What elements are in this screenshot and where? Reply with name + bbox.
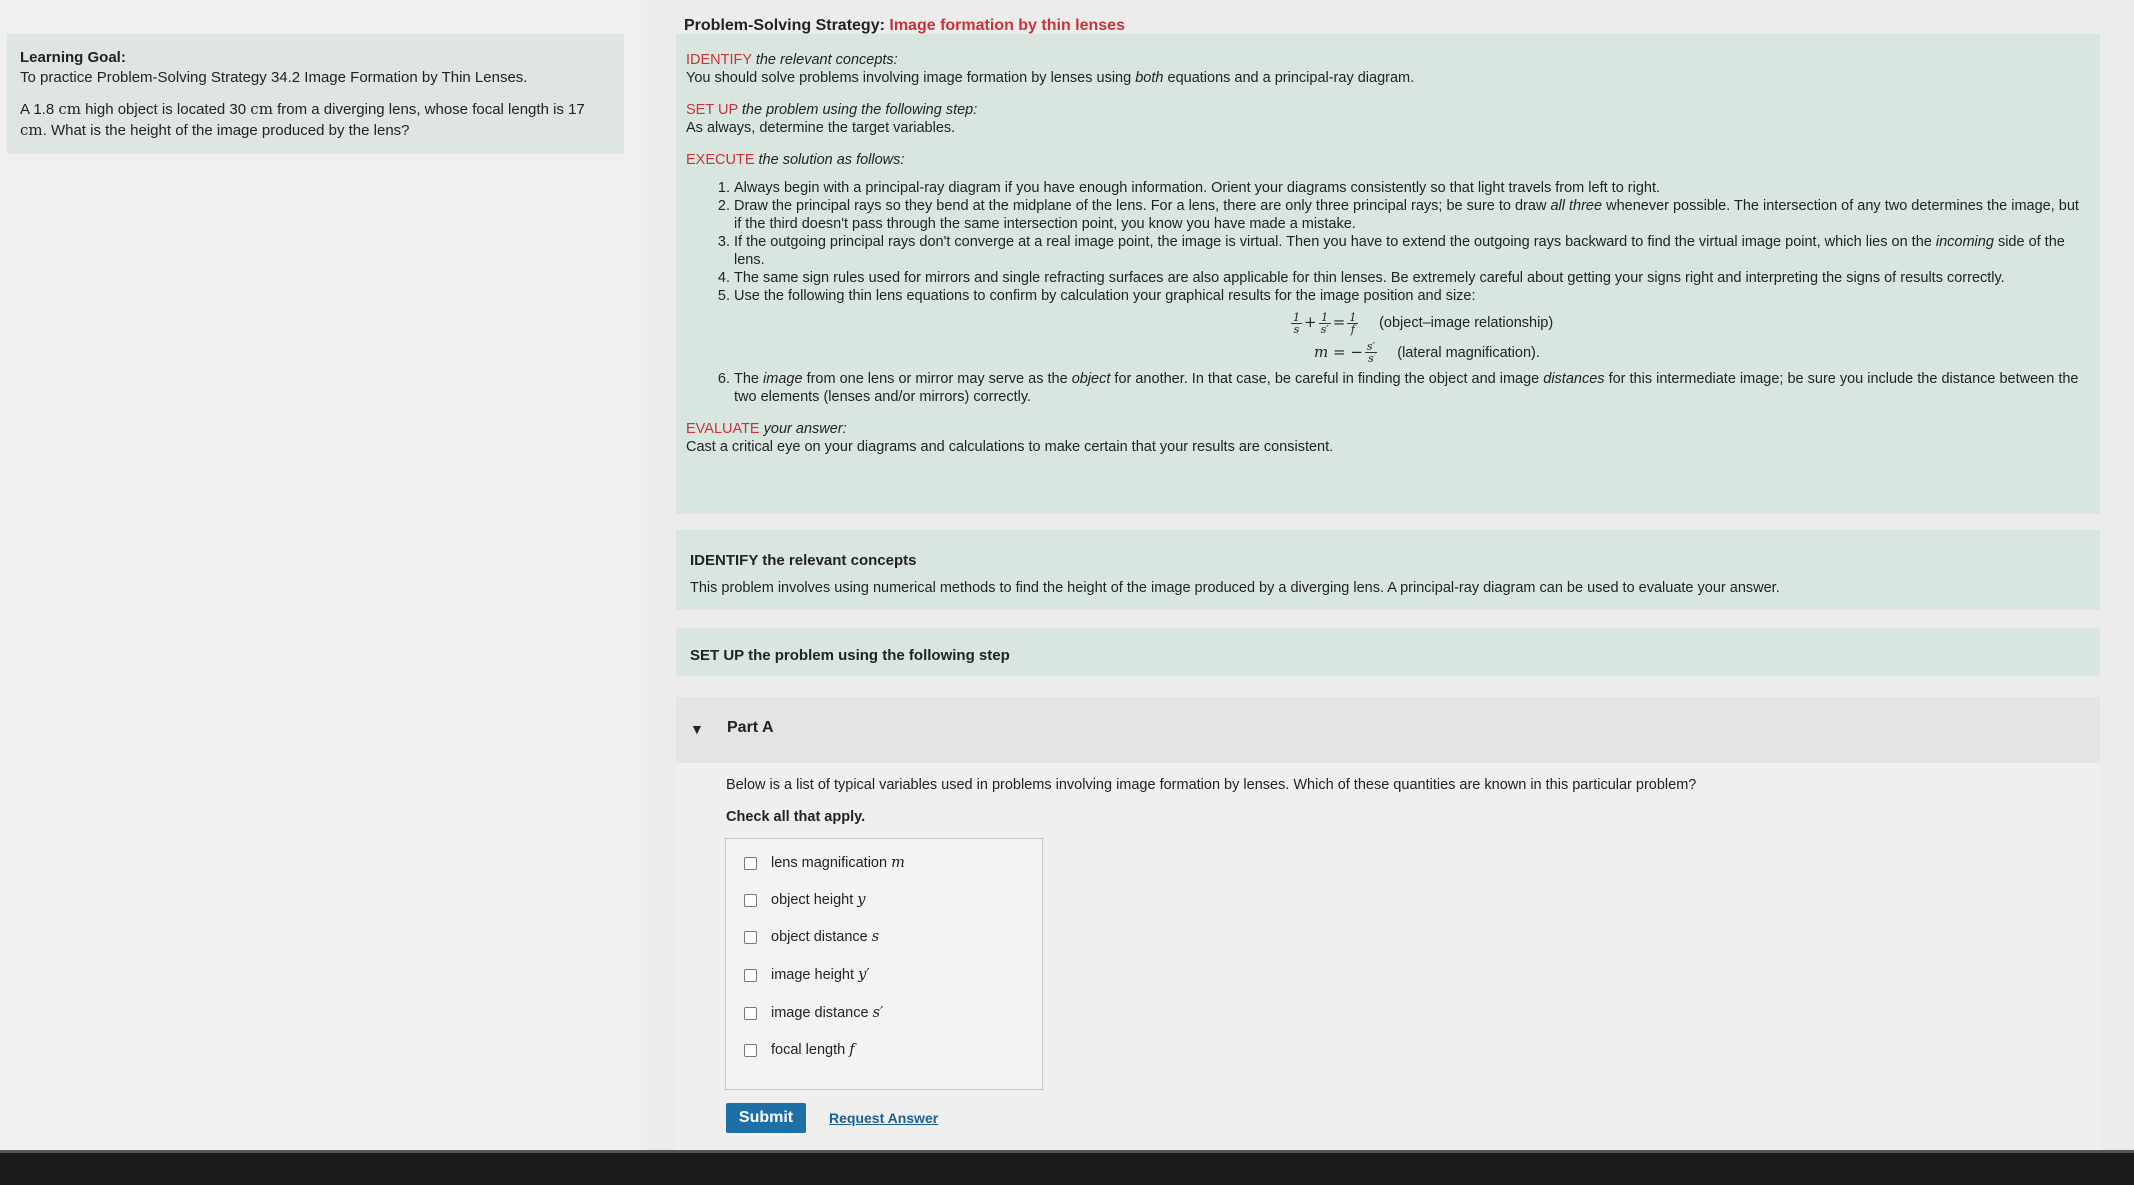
problem-part: A 1.8 bbox=[20, 101, 55, 118]
text-part: The bbox=[734, 371, 759, 387]
execute-steps-list bbox=[686, 179, 2090, 406]
identify-keyword: IDENTIFY bbox=[686, 52, 752, 68]
strategy-box bbox=[676, 34, 2100, 514]
learning-goal-box bbox=[7, 34, 624, 154]
equation-note: (lateral magnification). bbox=[1397, 344, 1540, 361]
checkbox[interactable] bbox=[744, 931, 757, 944]
equation-note: (object–image relationship) bbox=[1379, 315, 1554, 331]
execute-step bbox=[734, 197, 2090, 233]
option-object-height[interactable] bbox=[744, 892, 865, 908]
learning-goal-text: To practice Problem-Solving Strategy 34.2 Image Formation by Thin Lenses. bbox=[20, 69, 528, 86]
part-a-body bbox=[676, 763, 2100, 1150]
execute-heading-rest: the solution as follows: bbox=[758, 152, 905, 168]
part-a-header[interactable] bbox=[676, 697, 2100, 763]
text-part: side of the lens. bbox=[734, 234, 2065, 268]
submit-button[interactable]: Submit bbox=[726, 1103, 806, 1133]
strategy-title bbox=[684, 17, 1125, 35]
problem-part: 17 bbox=[568, 101, 585, 118]
execute-step: 4. The same sign rules used for mirrors and single refracting surfaces are also applicable for thin lenses. Be extremely careful about getting your signs right and interpreting the signs of results correctly. bbox=[734, 269, 2090, 287]
checkbox[interactable] bbox=[744, 894, 757, 907]
bezel-edge bbox=[0, 1150, 2134, 1153]
checkbox[interactable] bbox=[744, 1007, 757, 1020]
text-part: image bbox=[763, 371, 803, 387]
checkbox[interactable] bbox=[744, 969, 757, 982]
checkbox[interactable] bbox=[744, 857, 757, 870]
request-answer-link[interactable]: Request Answer bbox=[829, 1110, 939, 1126]
text-part: whenever possible. The intersection of any two determines the image, but if the third doesn't pass through the same intersection point, you know you have made a mistake. bbox=[734, 198, 2079, 232]
option-focal-length[interactable] bbox=[744, 1042, 855, 1058]
execute-heading bbox=[686, 151, 2090, 169]
strategy-title-prefix: Problem-Solving Strategy: bbox=[684, 17, 885, 34]
option-symbol: s′ bbox=[872, 1005, 884, 1021]
problem-part: . What is the height of the image produced by the lens? bbox=[42, 122, 410, 139]
execute-step bbox=[734, 287, 2090, 364]
strategy-execute bbox=[686, 151, 2090, 406]
strategy-evaluate bbox=[686, 420, 2090, 456]
execute-step: 1. Always begin with a principal-ray diagram if you have enough information. Orient your diagrams consistently so that light travels from left to right. bbox=[734, 179, 2090, 197]
setup-text: As always, determine the target variables. bbox=[686, 120, 956, 136]
setup-heading bbox=[686, 101, 2090, 119]
option-label: object distance bbox=[771, 929, 868, 945]
execute-step bbox=[734, 370, 2090, 406]
option-image-height[interactable] bbox=[744, 967, 870, 983]
option-symbol: m bbox=[891, 855, 905, 871]
text-part: for another. In that case, be careful in finding the object and image bbox=[1114, 371, 1540, 387]
option-lens-magnification[interactable] bbox=[744, 855, 905, 871]
check-all-instruction: Check all that apply. bbox=[726, 809, 866, 825]
evaluate-heading bbox=[686, 420, 2090, 438]
identify-section-text: This problem involves using numerical methods to find the height of the image produced by a diverging lens. A principal-ray diagram can be used to evaluate your answer. bbox=[690, 580, 1780, 596]
problem-statement bbox=[20, 99, 611, 141]
text-part: incoming bbox=[1935, 234, 1994, 250]
text-part: object bbox=[1071, 371, 1111, 387]
evaluate-text: Cast a critical eye on your diagrams and calculations to make certain that your results are consistent. bbox=[686, 439, 1334, 455]
text-part: all three bbox=[1550, 198, 1603, 214]
text-part: You should solve problems involving image formation by lenses using bbox=[686, 70, 1132, 86]
unit-cm: cm bbox=[20, 121, 43, 139]
identify-text bbox=[686, 69, 2090, 87]
thin-lens-equation: $\frac{1}{s}$ + $\frac{1}{s'}$ = $\frac{1}{f}$ (object–image relationship) bbox=[1293, 310, 1554, 336]
main-column bbox=[648, 0, 2134, 1150]
text-part: equations and a principal-ray diagram. bbox=[1167, 70, 1415, 86]
option-label: focal length bbox=[771, 1042, 846, 1058]
left-column bbox=[0, 0, 640, 1150]
identify-section bbox=[676, 530, 2100, 610]
strategy-identify bbox=[686, 51, 2090, 87]
option-symbol: f bbox=[849, 1042, 855, 1058]
setup-keyword: SET UP bbox=[686, 102, 738, 118]
text-part: If the outgoing principal rays don't converge at a real image point, the image is virtual. Then you have to extend the outgoing rays backward to find the virtual image point, which lies on the bbox=[734, 234, 1932, 250]
identify-heading-rest: the relevant concepts: bbox=[755, 52, 898, 68]
checkbox[interactable] bbox=[744, 1044, 757, 1057]
strategy-title-topic: Image formation by thin lenses bbox=[889, 17, 1125, 34]
option-image-distance[interactable] bbox=[744, 1005, 883, 1021]
option-symbol: s bbox=[871, 929, 880, 945]
problem-part: high object is located 30 bbox=[85, 101, 247, 118]
options-box bbox=[725, 838, 1043, 1090]
identify-section-title: IDENTIFY the relevant concepts bbox=[690, 552, 917, 569]
unit-cm: cm bbox=[250, 100, 273, 118]
setup-heading-rest: the problem using the following step: bbox=[741, 102, 978, 118]
magnification-equation: m = − $\frac{s'}{s}$ (lateral magnification). bbox=[1314, 340, 1540, 365]
option-object-distance[interactable] bbox=[744, 929, 879, 945]
setup-section-title[interactable]: SET UP the problem using the following step bbox=[690, 647, 1010, 664]
learning-goal-label: Learning Goal: bbox=[20, 49, 126, 66]
option-symbol: y bbox=[857, 892, 866, 908]
evaluate-heading-rest: your answer: bbox=[763, 421, 847, 437]
text-part: Use the following thin lens equations to confirm by calculation your graphical results for the image position and size: bbox=[734, 288, 1476, 304]
part-a-question: Below is a list of typical variables used in problems involving image formation by lenses. Which of these quantities are known in this particular problem? bbox=[726, 777, 1697, 793]
part-a-label: Part A bbox=[727, 719, 774, 736]
text-part: distances bbox=[1543, 371, 1605, 387]
screen-bottom-bezel bbox=[0, 1150, 2134, 1185]
identify-heading bbox=[686, 51, 2090, 69]
text-part: for this intermediate image; be sure you include the distance between the two elements (lenses and/or mirrors) correctly. bbox=[734, 371, 2079, 405]
evaluate-keyword: EVALUATE bbox=[686, 421, 760, 437]
option-symbol: y′ bbox=[858, 967, 870, 983]
text-part: both bbox=[1135, 70, 1164, 86]
option-label: object height bbox=[771, 892, 854, 908]
setup-section[interactable] bbox=[676, 628, 2100, 676]
option-label: image distance bbox=[771, 1005, 869, 1021]
problem-part: from a diverging lens, whose focal length is bbox=[277, 101, 564, 118]
option-label: lens magnification bbox=[771, 855, 888, 871]
collapse-triangle-icon[interactable]: ▼ bbox=[690, 721, 704, 737]
strategy-setup bbox=[686, 101, 2090, 137]
unit-cm: cm bbox=[58, 100, 81, 118]
text-part: Draw the principal rays so they bend at the midplane of the lens. For a lens, there are only three principal rays; be sure to draw bbox=[734, 198, 1547, 214]
execute-step bbox=[734, 233, 2090, 269]
text-part: from one lens or mirror may serve as the bbox=[806, 371, 1068, 387]
execute-keyword: EXECUTE bbox=[686, 152, 755, 168]
option-label: image height bbox=[771, 967, 855, 983]
